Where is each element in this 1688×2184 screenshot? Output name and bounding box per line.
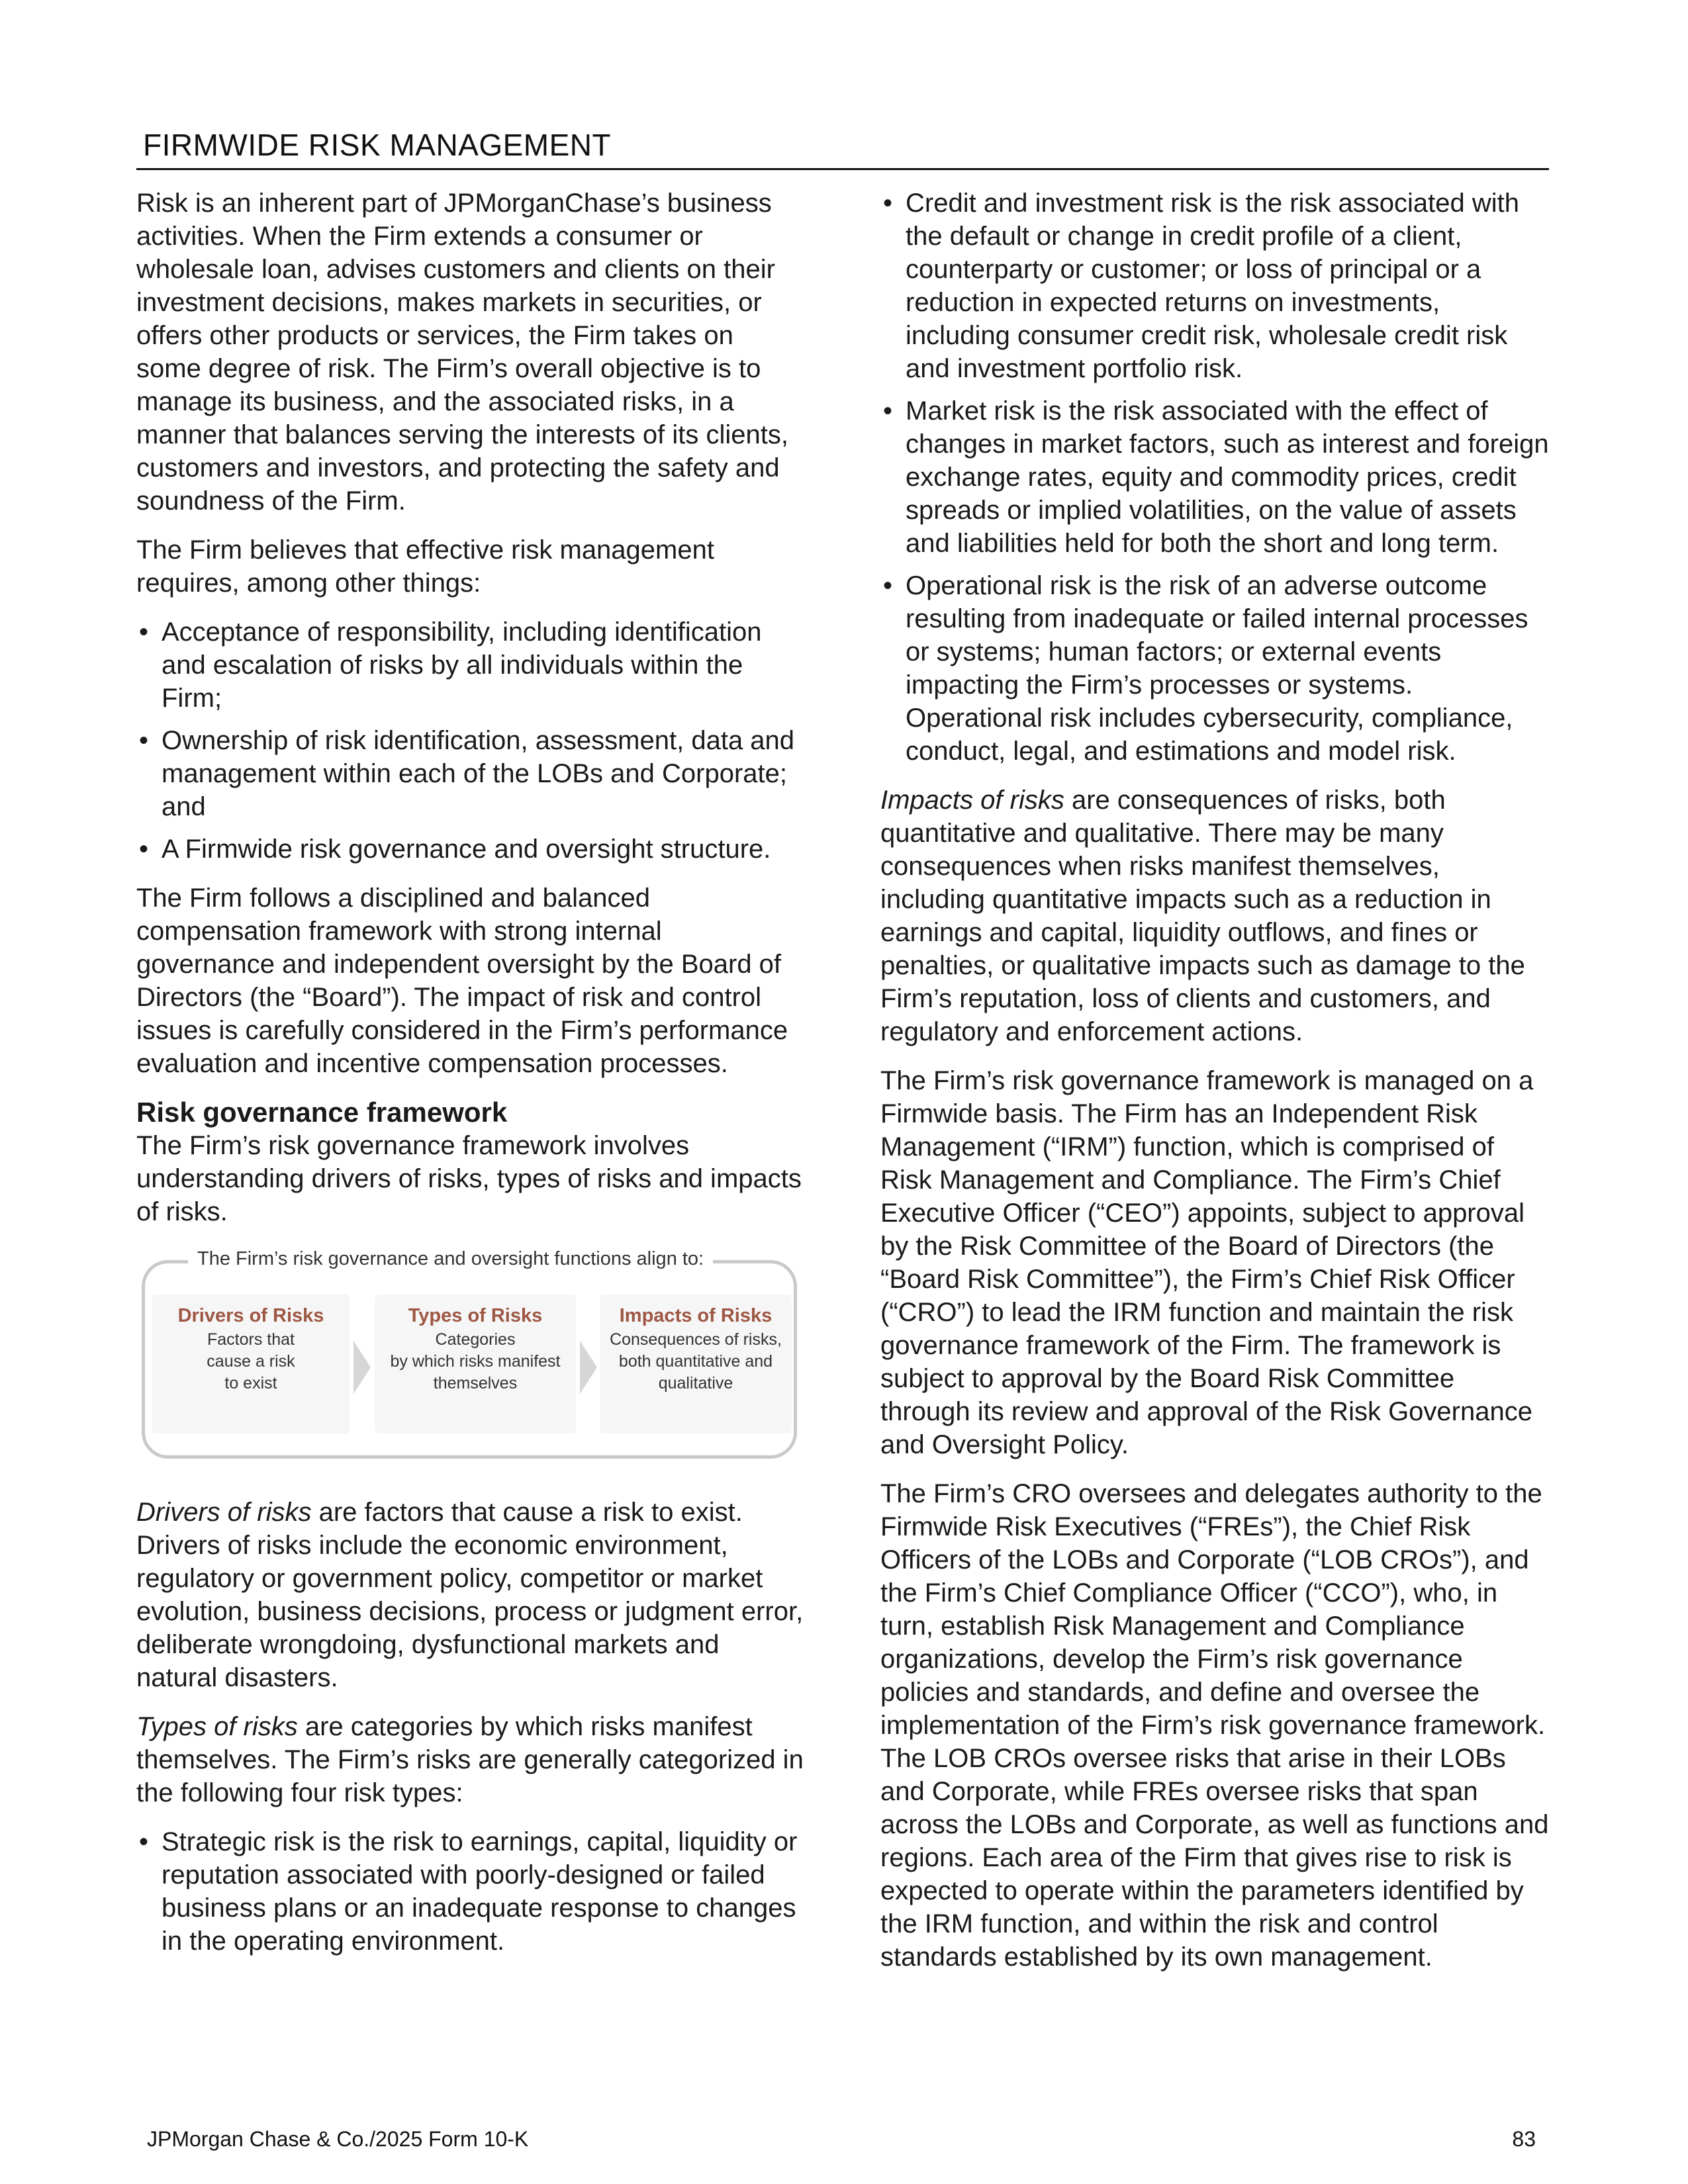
- arrow-right-icon: [353, 1341, 371, 1394]
- arrow-right-icon: [580, 1341, 597, 1394]
- subheading-risk-governance: Risk governance framework: [136, 1097, 508, 1128]
- diagram-box-heading: Types of Risks: [408, 1305, 543, 1326]
- drivers-paragraph: [136, 1496, 805, 1694]
- header-rule: [136, 168, 1549, 170]
- diagram-box-text: qualitative: [658, 1374, 733, 1392]
- risk-types-list-right: [880, 187, 1549, 768]
- diagram-box-types: [375, 1295, 576, 1433]
- diagram-box-text: cause a risk: [207, 1352, 295, 1371]
- diagram-box-text: to exist: [224, 1374, 277, 1392]
- section-title: FIRMWIDE RISK MANAGEMENT: [143, 128, 612, 162]
- impacts-paragraph: [880, 784, 1549, 1048]
- term-impacts: Impacts of risks: [880, 786, 1064, 815]
- diagram-box-heading: Drivers of Risks: [177, 1305, 324, 1326]
- diagram-box-heading: Impacts of Risks: [619, 1305, 773, 1326]
- irm-paragraph: The Firm’s risk governance framework is managed on a Firmwide basis. The Firm has an Independent Risk Management (“IRM”) function, which is comprised of Risk Management and Compliance. The Firm’s Chief Executive Officer (“CEO”) appoints, subject to approval by the Risk Committee of the Board of Directors (the “Board Risk Committee”), the Firm’s Chief Risk Officer (“CRO”) to lead the IRM function and maintain the risk governance framework of the Firm. The framework is subject to approval by the Board Risk Committee through its review and approval of the Risk Governance and Oversight Policy.: [880, 1066, 1534, 1459]
- left-column: [136, 187, 805, 1974]
- list-item: • A Firmwide risk governance and oversight structure.: [136, 833, 805, 866]
- list-item: • Ownership of risk identification, assessment, data and management within each of the LOBs and Corporate; and: [136, 724, 805, 823]
- list-item: • Acceptance of responsibility, including identification and escalation of risks by all individuals within the Firm;: [136, 615, 805, 715]
- cro-paragraph: The Firm’s CRO oversees and delegates authority to the Firmwide Risk Executives (“FREs”), the Chief Risk Officers of the LOBs and Corporate (“LOB CROs”), and the Firm’s Chief Compliance Officer (“CCO”), who, in turn, establish Risk Management and Compliance organizations, develop the Firm’s risk governance policies and standards, and define and oversee the implementation of the Firm’s risk governance framework. The LOB CROs oversee risks that arise in their LOBs and Corporate, while FREs oversee risks that span across the LOBs and Corporate, as well as functions and regions. Each area of the Firm that gives rise to risk is expected to operate within the parameters identified by the IRM function, and within the risk and control standards established by its own management.: [880, 1479, 1549, 1972]
- list-item: • Operational risk is the risk of an adverse outcome resulting from inadequate or failed internal processes or systems; human factors; or external events impacting the Firm’s processes or systems. Operational risk includes cybersecurity, compliance, conduct, legal, and estimations and model risk.: [880, 569, 1549, 768]
- diagram-box-text: by which risks manifest: [390, 1352, 561, 1371]
- list-item: • Credit and investment risk is the risk associated with the default or change in credit profile of a client, counterparty or customer; or loss of principal or a reduction in expected returns on investments, including consumer credit risk, wholesale credit risk and investment portfolio risk.: [880, 187, 1549, 385]
- term-drivers: Drivers of risks: [136, 1498, 312, 1527]
- right-column: [880, 187, 1549, 1989]
- intro-paragraph: Risk is an inherent part of JPMorganChase’s business activities. When the Firm extends a consumer or wholesale loan, advises customers and clients on their investment decisions, makes markets in securities, or offers other products or services, the Firm takes on some degree of risk. The Firm’s overall objective is to manage its business, and the associated risks, in a manner that balances serving the interests of its clients, customers and investors, and protecting the safety and soundness of the Firm.: [136, 189, 788, 516]
- framework-paragraph: The Firm’s risk governance framework involves understanding drivers of risks, types of risks and impacts of risks.: [136, 1131, 802, 1226]
- compensation-paragraph: The Firm follows a disciplined and balanced compensation framework with strong internal governance and independent oversight by the Board of Directors (the “Board”). The impact of risk and control issues is carefully considered in the Firm’s performance evaluation and incentive compensation processes.: [136, 884, 788, 1078]
- diagram-box-text: Consequences of risks,: [610, 1330, 782, 1349]
- list-item: • Market risk is the risk associated with the effect of changes in market factors, such as interest and foreign exchange rates, equity and commodity prices, credit spreads or implied volatilities, on the value of assets and liabilities held for both the short and long term.: [880, 394, 1549, 560]
- diagram-box-impacts: [600, 1295, 792, 1433]
- diagram-box-text: Categories: [435, 1330, 516, 1349]
- footer-document-title: JPMorgan Chase & Co./2025 Form 10-K: [147, 2127, 529, 2151]
- diagram-box-text: themselves: [433, 1374, 518, 1392]
- risk-governance-diagram: [136, 1244, 805, 1477]
- diagram-box-text: both quantitative and: [618, 1352, 773, 1371]
- risk-types-list-left: [136, 1825, 805, 1958]
- term-types: Types of risks: [136, 1712, 298, 1741]
- diagram-title: The Firm’s risk governance and oversight functions align to:: [188, 1244, 713, 1273]
- impacts-text: are consequences of risks, both quantitative and qualitative. There may be many consequences when risks manifest themselves, including quantitative impacts such as a reduction in earnings and capital, liquidity outflows, and fines or penalties, or qualitative impacts such as damage to the Firm’s reputation, loss of clients and customers, and regulatory and enforcement actions.: [880, 786, 1525, 1046]
- requirements-paragraph: The Firm believes that effective risk management requires, among other things:: [136, 535, 714, 598]
- types-text: are categories by which risks manifest themselves. The Firm’s risks are generally categorized in the following four risk types:: [136, 1712, 804, 1807]
- list-item: • Strategic risk is the risk to earnings, capital, liquidity or reputation associated with poorly-designed or failed business plans or an inadequate response to changes in the operating environment.: [136, 1825, 805, 1958]
- drivers-text: are factors that cause a risk to exist. Drivers of risks include the economic environment, regulatory or government policy, competitor or market evolution, business decisions, process or judgment error, deliberate wrongdoing, dysfunctional markets and natural disasters.: [136, 1498, 804, 1692]
- diagram-box-drivers: [152, 1295, 350, 1433]
- requirements-list: [136, 615, 805, 866]
- diagram-box-text: Factors that: [207, 1330, 295, 1349]
- types-paragraph: [136, 1710, 805, 1809]
- page-number: 83: [1512, 2127, 1536, 2151]
